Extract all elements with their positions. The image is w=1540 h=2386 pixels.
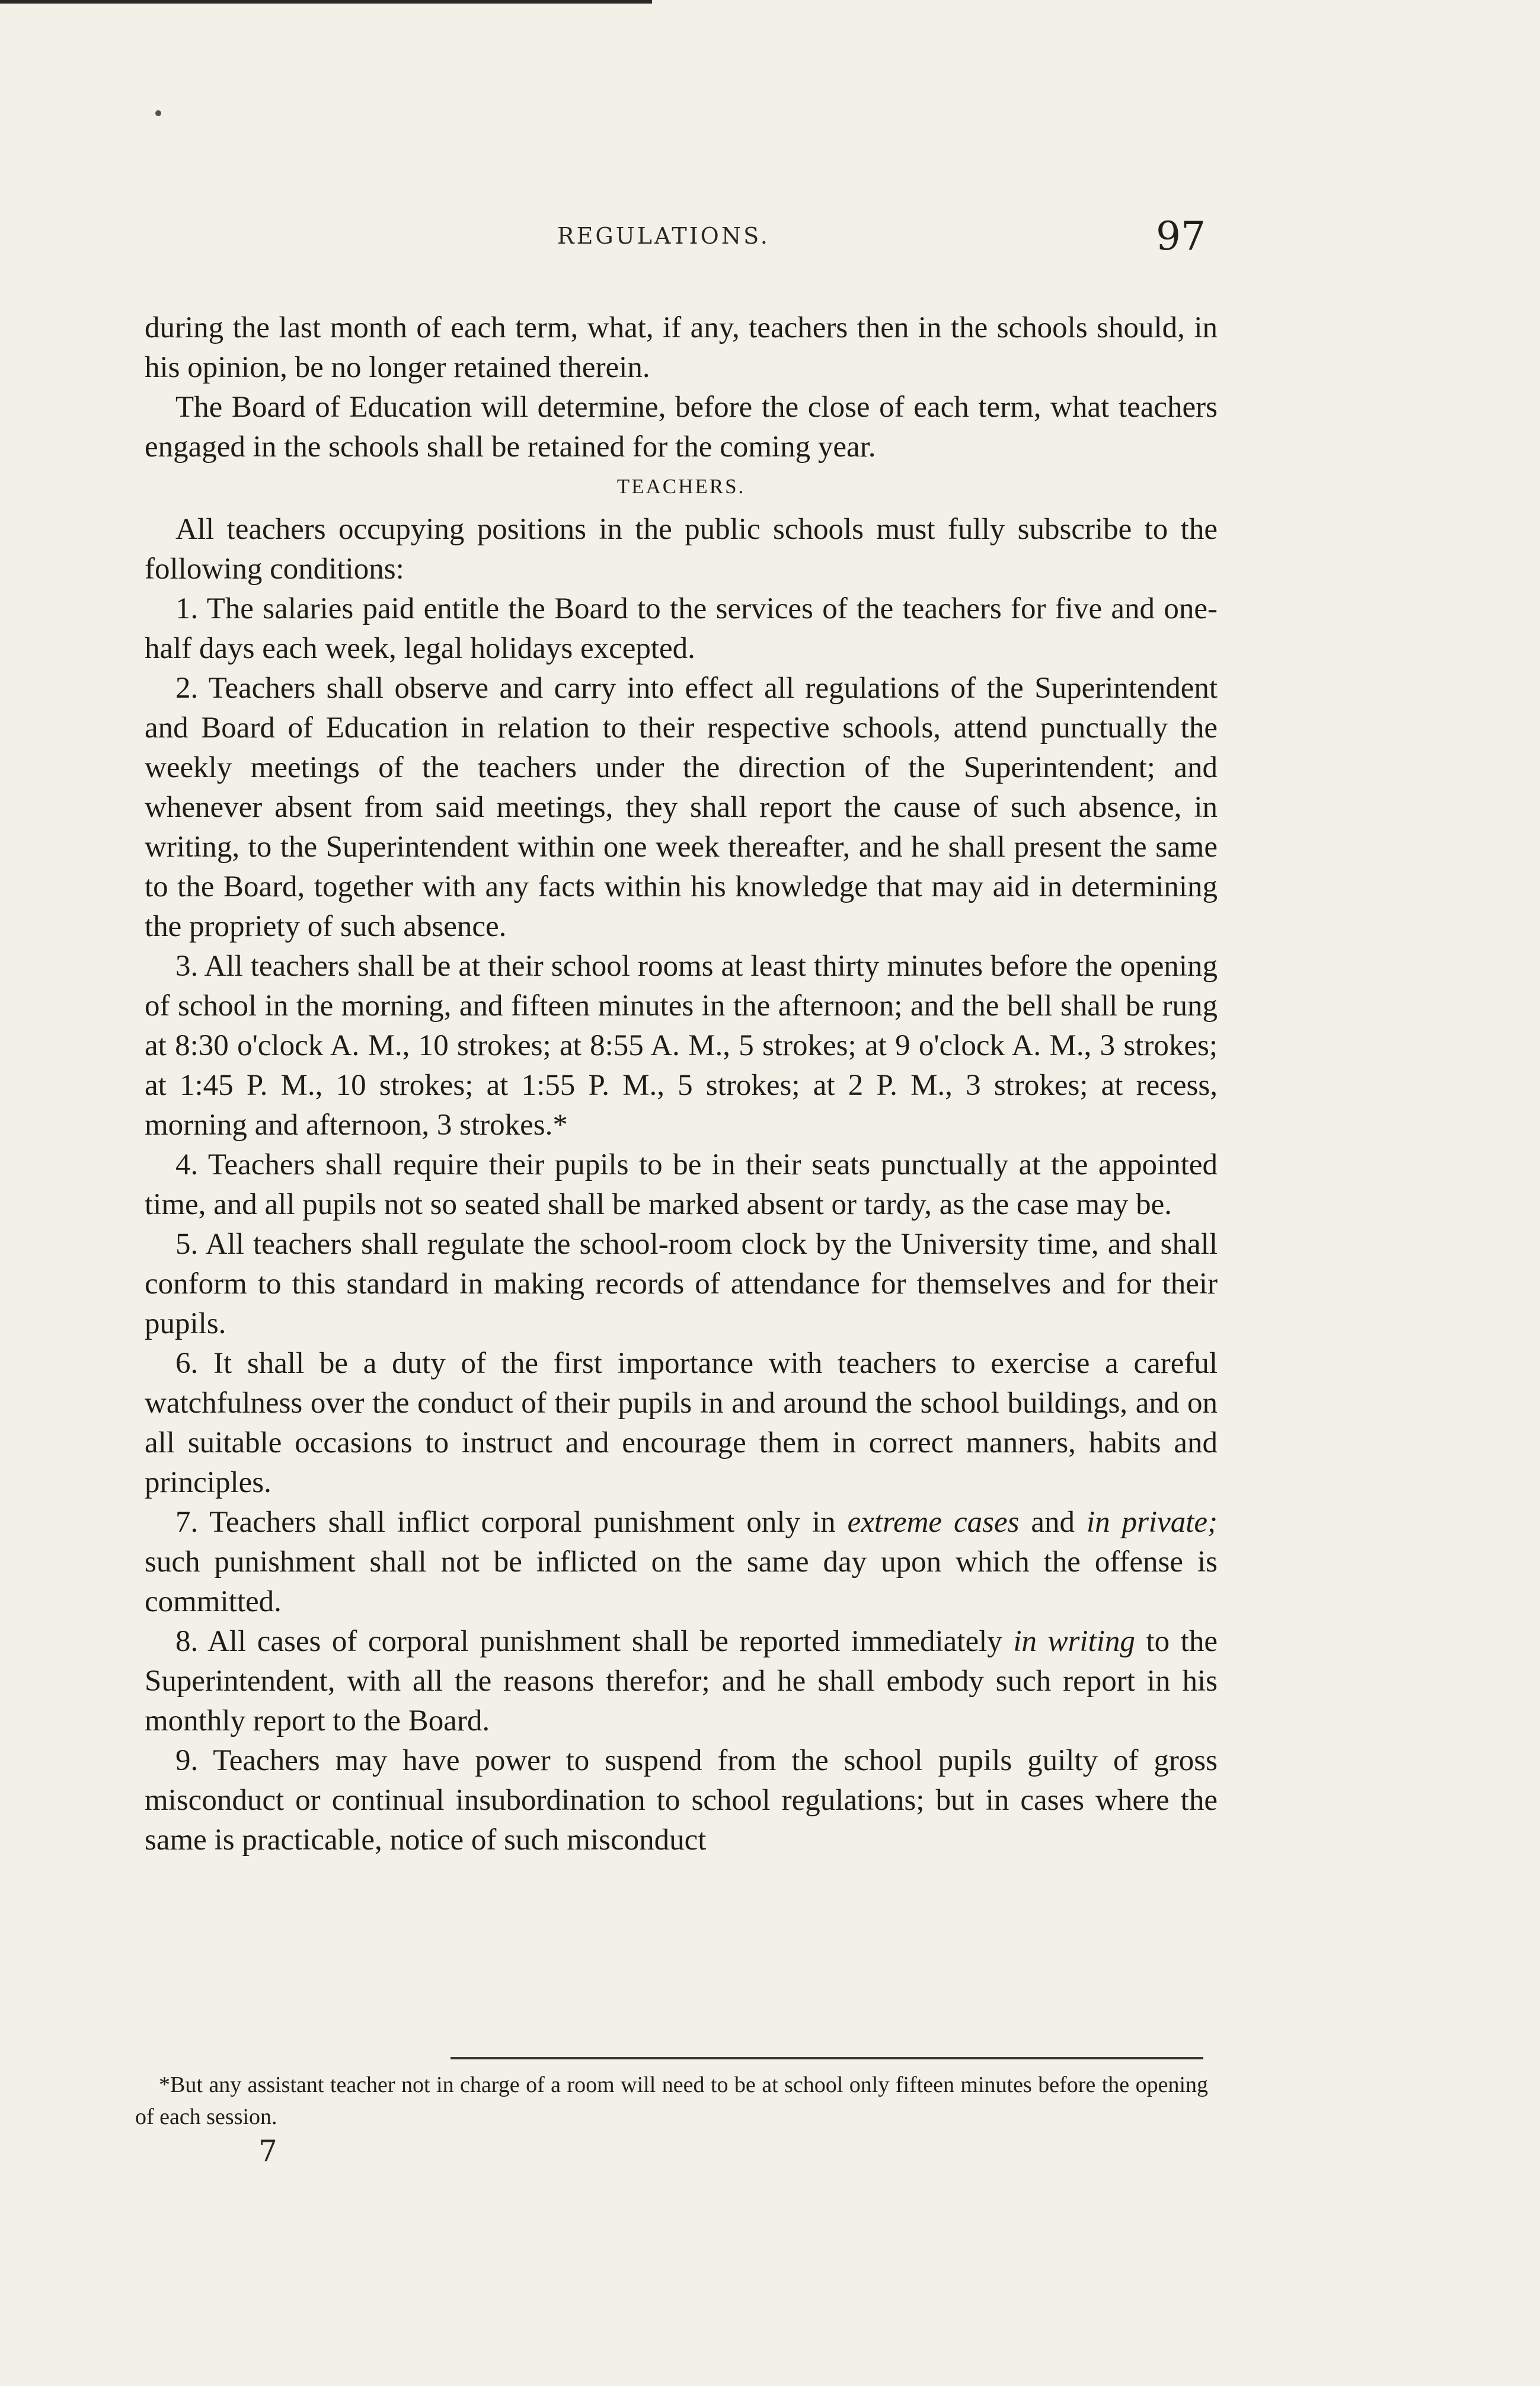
- rule-7-emphasis: in private;: [1086, 1506, 1218, 1539]
- footnote-divider: [451, 2057, 1203, 2059]
- board-paragraph: The Board of Education will determine, before the close of each term, what teachers engaged in the schools shall be retained for the coming year.: [145, 391, 1218, 464]
- rule-8-emphasis: in writing: [1013, 1625, 1135, 1658]
- footnote: *But any assistant teacher not in charge of a room will need to be at school only fifteen minutes before the opening of each session.: [135, 2072, 1208, 2129]
- rule-6: 6. It shall be a duty of the first importance with teachers to exercise a careful watchfulness over the conduct of their pupils in and around the school buildings, and on all suitable occasions to instruct and encourage them in correct manners, habits and principles.: [145, 1347, 1218, 1499]
- rule-2: 2. Teachers shall observe and carry into effect all regulations of the Superintendent and Board of Education in relation to their respective schools, attend punctually the weekly meetings of the teachers under the direction of the Superintendent; and whenever absent from said meetings, they shall report the cause of such absence, in writing, to the Superintendent within one week thereafter, and he shall present the same to the Board, together with any facts within his knowledge that may aid in determining the propriety of such absence.: [145, 672, 1218, 943]
- rule-9: 9. Teachers may have power to suspend from the school pupils guilty of gross misconduct or continual insubordination to school regulations; but in cases where the same is practicable, notice of such misconduct: [145, 1744, 1218, 1857]
- continuation-paragraph: during the last month of each term, what, if any, teachers then in the schools should, in his opinion, be no longer retained therein.: [145, 311, 1218, 384]
- rule-4: 4. Teachers shall require their pupils to be in their seats punctually at the appointed time, and all pupils not so seated shall be marked absent or tardy, as the case may be.: [145, 1148, 1218, 1221]
- rule-7-emphasis: extreme cases: [847, 1506, 1020, 1539]
- page-body: [145, 308, 1218, 1860]
- section-heading: TEACHERS.: [616, 475, 746, 498]
- rule-7-text: and: [1019, 1506, 1087, 1539]
- rule-7: [145, 1503, 1218, 1622]
- rule-5: 5. All teachers shall regulate the school-room clock by the University time, and shall conform to this standard in making records of attendance for themselves and for their pupils.: [145, 1228, 1218, 1340]
- rule-1: 1. The salaries paid entitle the Board to the services of the teachers for five and one-half days each week, legal holidays excepted.: [145, 592, 1218, 665]
- rule-8-text: to the Superintendent, with all the reasons therefor; and he shall embody such report in his monthly report to the Board.: [145, 1625, 1218, 1737]
- signature-mark: 7: [258, 2134, 277, 2168]
- intro-paragraph: All teachers occupying positions in the public schools must fully subscribe to the following conditions:: [145, 513, 1218, 586]
- rule-8: [145, 1622, 1218, 1741]
- rule-3: 3. All teachers shall be at their school rooms at least thirty minutes before the opening of school in the morning, and fifteen minutes in the afternoon; and the bell shall be rung at 8:30 o'clock A. M., 10 strokes; at 8:55 A. M., 5 strokes; at 9 o'clock A. M., 3 strokes; at 1:45 P. M., 10 strokes; at 1:55 P. M., 5 strokes; at 2 P. M., 3 strokes; at recess, morning and afternoon, 3 strokes.*: [145, 950, 1218, 1142]
- rule-8-text: 8. All cases of corporal punishment shall be reported immediately: [175, 1625, 1014, 1658]
- running-head: REGULATIONS.: [557, 223, 770, 249]
- rule-7-text: 7. Teachers shall inflict corporal punishment only in: [175, 1506, 848, 1539]
- page-number: 97: [1156, 213, 1206, 259]
- rule-7-text: such punishment shall not be inflicted on the same day upon which the offense is committed.: [145, 1545, 1218, 1618]
